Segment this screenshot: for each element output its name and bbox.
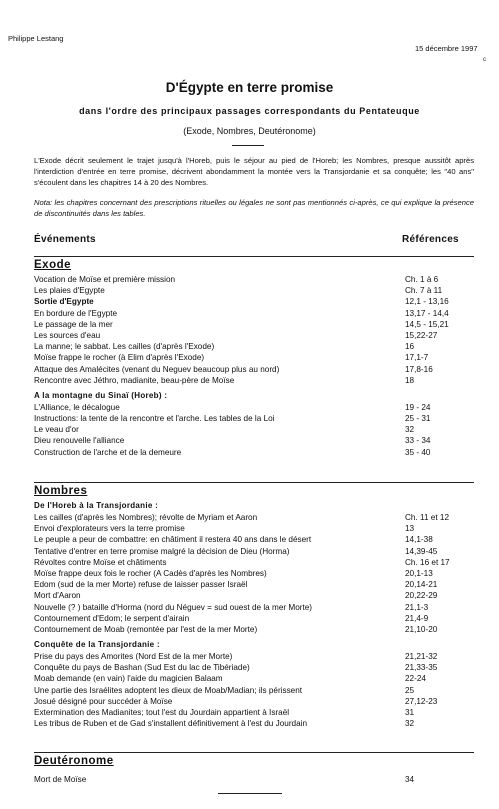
event-text: La manne; le sabbat. Les cailles (d'après l'Exode) [34, 342, 215, 352]
author-name: Philippe Lestang [8, 34, 64, 43]
event-text: Conquête du pays de Bashan (Sud Est du lac de Tibériade) [34, 663, 250, 673]
reference-text: 13 [405, 524, 415, 534]
table-row [34, 546, 474, 557]
reference-text: Ch. 7 à 11 [405, 286, 443, 296]
section-title-nombres: Nombres [34, 485, 88, 497]
event-text: Les cailles (d'après les Nombres); révolte de Myriam et Aaron [34, 513, 258, 522]
deuteronome-rows [34, 774, 474, 785]
note-paragraph: Nota: les chapitres concernant des prescriptions rituelles ou légales ne sont pas mentionnés ci-après, ce qui explique la présence de discontinuités dans les tables. [34, 198, 474, 218]
event-text: Dieu renouvelle l'alliance [34, 436, 125, 446]
event-text: Instructions: la tente de la rencontre et l'arche. Les tables de la Loi [34, 414, 275, 424]
reference-text: 20,1-13 [405, 568, 433, 578]
event-text: Les tribus de Ruben et de Gad s'installent définitivement à l'est du Jourdain [34, 719, 308, 729]
event-text: Nouvelle (? ) bataille d'Horma (nord du Néguev = sud ouest de la mer Morte) [34, 602, 313, 612]
table-row [34, 707, 474, 718]
table-row [34, 435, 474, 446]
end-divider [218, 793, 282, 794]
reference-text: 19 - 24 [405, 402, 431, 412]
table-row [34, 413, 474, 424]
event-text: Contournement d'Edom; le serpent d'airain [34, 613, 190, 623]
page-title: D'Égypte en terre promise [165, 80, 334, 95]
event-text: Moab demande (en vain) l'aide du magicien Balaam [34, 674, 223, 684]
reference-text: 21,21-32 [405, 652, 438, 662]
reference-text: 20,14-21 [405, 580, 438, 590]
table-row [34, 512, 474, 523]
table-row [34, 341, 474, 352]
subsection-horeb-transjordanie: De l'Horeb à la Transjordanie : [34, 501, 159, 510]
reference-text: 33 - 34 [405, 436, 431, 446]
table-row [34, 590, 474, 601]
event-text: Sortie d'Egypte [34, 297, 94, 307]
section-title-exode: Exode [34, 259, 72, 271]
event-text: Le veau d'or [34, 425, 79, 435]
table-row [34, 696, 474, 707]
reference-text: 32 [405, 425, 415, 435]
references-header: Références [402, 234, 459, 245]
table-row [34, 534, 474, 545]
reference-text: 17,1-7 [405, 353, 429, 363]
event-text: Une partie des Israélites adoptent les dieux de Moab/Madian; ils périssent [34, 685, 303, 695]
reference-text: Ch. 1 à 6 [405, 275, 439, 284]
section-deuteronome [34, 752, 474, 785]
table-row [34, 651, 474, 662]
table-row [34, 613, 474, 624]
reference-text: 18 [405, 375, 415, 385]
table-row [34, 662, 474, 673]
subsection-conquete: Conquête de la Transjordanie : [34, 640, 160, 650]
document-date: 15 décembre 1997 [415, 44, 478, 53]
event-text: Les plaies d'Egypte [34, 286, 105, 296]
table-row [34, 523, 474, 534]
reference-text: 20,22-29 [405, 591, 438, 601]
section-nombres [34, 482, 474, 729]
reference-text: 34 [405, 775, 415, 784]
table-row [34, 568, 474, 579]
reference-text: 22-24 [405, 674, 426, 684]
event-text: Construction de l'arche et de la demeure [34, 447, 182, 457]
table-row [34, 602, 474, 613]
table-row [34, 718, 474, 729]
table-row [34, 274, 474, 285]
table-row [34, 424, 474, 435]
event-text: Le peuple a peur de combattre: en châtiment il restera 40 ans dans le désert [34, 535, 312, 545]
title-divider [232, 145, 264, 146]
table-row [34, 308, 474, 319]
event-text: Les sources d'eau [34, 330, 101, 340]
reference-text: 15,22-27 [405, 330, 438, 340]
event-text: Contournement de Moab (remontée par l'est de la mer Morte) [34, 624, 258, 634]
event-text: Tentative d'entrer en terre promise malgré la décision de Dieu (Horma) [34, 546, 290, 556]
reference-text: 21,10-20 [405, 624, 438, 634]
event-text: En bordure de l'Egypte [34, 308, 118, 318]
event-text: Révoltes contre Moïse et châtiments [34, 557, 167, 567]
event-text: Vocation de Moïse et première mission [34, 275, 176, 284]
section-title-deuteronome: Deutéronome [34, 755, 114, 767]
reference-text: 12,1 - 13,16 [405, 297, 449, 307]
corner-mark: c [483, 57, 486, 63]
section-rule [34, 482, 474, 483]
reference-text: 21,33-35 [405, 663, 438, 673]
table-row [34, 330, 474, 341]
reference-text: 14,5 - 15,21 [405, 319, 449, 329]
event-text: Edom (sud de la mer Morte) refuse de laisser passer Israël [34, 580, 248, 590]
reference-text: 16 [405, 342, 415, 352]
books-list: (Exode, Nombres, Deutéronome) [183, 126, 316, 136]
event-text: Attaque des Amalécites (venant du Neguev beaucoup plus au nord) [34, 364, 280, 374]
table-row [34, 364, 474, 375]
section-rule [34, 256, 474, 257]
table-row [34, 579, 474, 590]
reference-text: 25 - 31 [405, 414, 431, 424]
reference-text: 27,12-23 [405, 696, 438, 706]
event-text: Moïse frappe le rocher (à Elim d'après l'Exode) [34, 353, 205, 363]
table-row [34, 624, 474, 635]
event-text: Envoi d'explorateurs vers la terre promise [34, 524, 185, 534]
exode-sinai-rows [34, 402, 474, 458]
event-text: Mort de Moïse [34, 775, 87, 784]
events-header: Événements [34, 234, 96, 245]
reference-text: 21,4-9 [405, 613, 429, 623]
event-text: Le passage de la mer [34, 319, 113, 329]
section-exode [34, 256, 474, 458]
table-row [34, 402, 474, 413]
table-row [34, 557, 474, 568]
intro-paragraph: L'Exode décrit seulement le trajet jusqu'à l'Horeb, puis le séjour au pied de l'Horeb; les Nombres, presque aussitôt après l'interdiction d'entrée en terre promise, décrivent abondamment la montée vers la Transjordanie et sa conquête; les "40 ans" s'écoulent dans les chapitres 14 à 20 des Nombres. [34, 156, 474, 187]
reference-text: Ch. 16 et 17 [405, 557, 450, 567]
table-row [34, 447, 474, 458]
event-text: Moïse frappe deux fois le rocher (A Cadès d'après les Nombres) [34, 568, 267, 578]
page-subtitle: dans l'ordre des principaux passages correspondants du Pentateuque [79, 106, 420, 116]
reference-text: 17,8-16 [405, 364, 433, 374]
reference-text: 25 [405, 685, 415, 695]
table-row [34, 673, 474, 684]
table-row [34, 685, 474, 696]
section-rule [34, 752, 474, 753]
event-text: Prise du pays des Amorites (Nord Est de la mer Morte) [34, 652, 233, 662]
event-text: Rencontre avec Jéthro, madianite, beau-père de Moïse [34, 375, 235, 385]
table-row [34, 319, 474, 330]
reference-text: Ch. 11 et 12 [405, 513, 449, 522]
table-row [34, 375, 474, 386]
table-row [34, 352, 474, 363]
event-text: Extermination des Madianites; tout l'est du Jourdain appartient à Israël [34, 708, 290, 717]
reference-text: 21,1-3 [405, 602, 429, 612]
event-text: Josué désigné pour succéder à Moïse [34, 696, 173, 706]
nombres-rows [34, 512, 474, 635]
reference-text: 32 [405, 719, 415, 729]
table-row [34, 285, 474, 296]
table-row [34, 296, 474, 307]
reference-text: 31 [405, 708, 415, 717]
nombres-conquete-rows [34, 651, 474, 729]
event-text: L'Alliance, le décalogue [34, 402, 120, 412]
reference-text: 14,1-38 [405, 535, 433, 545]
subsection-sinai: A la montagne du Sinaï (Horeb) : [34, 390, 168, 400]
reference-text: 14,39-45 [405, 546, 438, 556]
table-row [34, 774, 474, 785]
reference-text: 13,17 - 14,4 [405, 308, 449, 318]
exode-rows [34, 274, 474, 386]
event-text: Mort d'Aaron [34, 591, 81, 601]
reference-text: 35 - 40 [405, 447, 431, 457]
